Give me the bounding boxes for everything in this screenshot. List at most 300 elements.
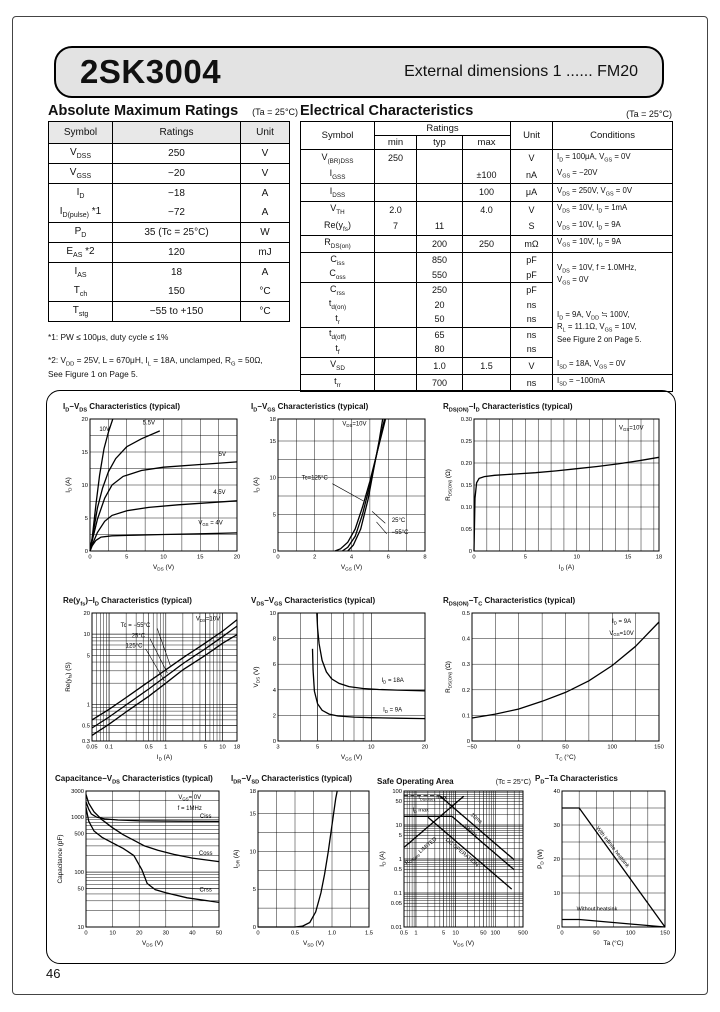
chart-title: Safe Operating Area (Tc = 25°C) (377, 777, 531, 786)
svg-text:10: 10 (573, 554, 581, 561)
svg-text:VGS=10V: $V_{GS}=10V$ (609, 630, 634, 638)
amr-row (49, 144, 290, 164)
header-box (54, 46, 664, 98)
ec-symbol: $V_{SD}$ (301, 357, 375, 374)
ec-max (463, 283, 511, 298)
ec-symbol: $I_{GSS}$ (301, 167, 375, 184)
svg-text:1: 1 (164, 744, 168, 751)
chart-svg-rdson-tc (443, 608, 667, 761)
ec-row (301, 374, 673, 392)
svg-text:8: 8 (423, 554, 427, 561)
svg-text:5: 5 (252, 887, 256, 894)
ec-row (301, 167, 673, 184)
ec-header-ratings: Ratings (375, 122, 511, 136)
svg-text:50: 50 (480, 930, 487, 937)
chart-title: $R_{DS(ON)}-I_D$ Characteristics (typical) (443, 402, 573, 414)
amr-symbol: $E_{AS}$ *2 (49, 243, 113, 263)
svg-text:4: 4 (272, 687, 276, 694)
ec-typ (417, 201, 463, 218)
ec-max: 1.5 (463, 357, 511, 374)
amr-rating: −20 (113, 164, 241, 184)
svg-text:10: 10 (269, 475, 276, 482)
amr-symbol: $V_{DSS}$ (49, 144, 113, 164)
series-100ms (452, 816, 514, 870)
ec-conditions: $I_{SD} = 18A$, $V_{GS} = 0V$ (553, 357, 673, 374)
ec-typ: 550 (417, 268, 463, 283)
svg-text:PD (W): $P_D$ (W) (537, 849, 545, 869)
amr-header-symbol: Symbol (49, 122, 113, 144)
chart-svg-rdson-id (443, 414, 667, 571)
svg-text:0: 0 (472, 554, 476, 561)
ec-min (375, 184, 417, 202)
svg-text:10: 10 (553, 891, 560, 897)
svg-text:0: 0 (560, 930, 564, 937)
amr-section-title: Absolute Maximum Ratings (Ta = 25°C) (48, 103, 299, 119)
svg-text:20: 20 (233, 554, 241, 561)
ec-section-title: Electrical Characteristics (Ta = 25°C) (300, 103, 672, 119)
svg-text:50: 50 (215, 930, 223, 937)
chart-title: $P_D-Ta$ Characteristics (535, 774, 618, 786)
ec-unit: ns (511, 298, 553, 313)
series-VGS=5.5V (90, 431, 160, 551)
svg-text:50: 50 (562, 744, 569, 751)
amr-row (49, 263, 290, 283)
chart-id-vgs (251, 403, 433, 571)
chart-svg-idr-vsd (231, 786, 377, 947)
svg-text:20: 20 (135, 930, 143, 937)
svg-text:10: 10 (77, 925, 84, 931)
ec-max (463, 327, 511, 342)
svg-text:Tc = −55°C: Tc = −55°C (120, 623, 151, 630)
svg-text:50: 50 (593, 930, 600, 937)
ec-min: 7 (375, 218, 417, 235)
ec-typ (417, 150, 463, 167)
svg-text:100: 100 (490, 930, 501, 937)
series-Tc=25°C (92, 626, 237, 728)
svg-text:50: 50 (395, 799, 402, 806)
amr-unit: °C (241, 302, 290, 322)
ec-unit: pF (511, 283, 553, 298)
ec-symbol: $V_{(BR)DSS}$ (301, 150, 375, 167)
svg-text:100: 100 (74, 870, 84, 877)
svg-text:0.5: 0.5 (144, 744, 153, 751)
ec-symbol: $C_{rss}$ (301, 283, 375, 298)
svg-text:0.01: 0.01 (390, 925, 402, 931)
svg-text:15: 15 (249, 811, 256, 818)
svg-text:20: 20 (81, 417, 88, 423)
svg-text:10: 10 (219, 744, 226, 751)
ec-unit: μA (511, 184, 553, 202)
amr-row (49, 243, 290, 263)
chart-svg-id-vds (63, 414, 245, 571)
svg-text:50: 50 (77, 886, 84, 893)
chart-title: $V_{DS}-V_{GS}$ Characteristics (typical) (251, 596, 376, 608)
ec-min: 2.0 (375, 201, 417, 218)
svg-text:−50: −50 (467, 744, 477, 751)
ec-header-typ: typ (417, 136, 463, 150)
ec-unit: nA (511, 167, 553, 184)
svg-text:0.15: 0.15 (460, 483, 472, 489)
chart-svg-vds-vgs (251, 608, 433, 761)
ec-max: 250 (463, 235, 511, 253)
svg-text:5: 5 (84, 516, 88, 522)
ec-conditions: $V_{DS} = 250V$, $V_{GS} = 0V$ (553, 184, 673, 202)
svg-text:15: 15 (624, 554, 632, 561)
ec-max (463, 312, 511, 327)
svg-text:0.10: 0.10 (460, 505, 472, 511)
ec-typ: 700 (417, 374, 463, 392)
series-IDR (258, 791, 337, 927)
ec-header-max: max (463, 136, 511, 150)
svg-text:5: 5 (315, 744, 320, 751)
ec-conditions: $I_D = 100\mu A$, $V_{GS} = 0V$ (553, 150, 673, 167)
ec-row (301, 201, 673, 218)
series-Tc=−55°C (92, 620, 237, 720)
svg-text:100: 100 (625, 930, 636, 937)
amr-row (49, 203, 290, 223)
amr-row (49, 302, 290, 322)
amr-row (49, 282, 290, 302)
ec-min (375, 327, 417, 342)
svg-text:15: 15 (81, 450, 88, 456)
svg-text:5: 5 (398, 833, 402, 840)
ec-symbol: $t_{d(on)}$ (301, 298, 375, 313)
svg-text:5.5V: 5.5V (142, 420, 155, 427)
header-external-dimensions: External dimensions 1 ...... FM20 (404, 63, 638, 80)
svg-text:ID (A): $I_D$ (A) (65, 477, 73, 493)
ec-max: 100 (463, 184, 511, 202)
svg-text:6: 6 (272, 662, 276, 669)
chart-rdson-tc (443, 597, 667, 761)
svg-text:0.5: 0.5 (81, 723, 90, 730)
svg-text:0: 0 (466, 739, 470, 745)
ec-unit: ns (511, 312, 553, 327)
svg-text:1: 1 (86, 702, 90, 709)
ec-max (463, 374, 511, 392)
ec-conditions: $V_{DS} = 10V$, f = 1.0MHz, $V_{GS} = 0V$ (553, 253, 673, 298)
svg-text:0: 0 (252, 925, 256, 931)
ec-unit: S (511, 218, 553, 235)
svg-text:Ciss: Ciss (199, 814, 212, 821)
svg-text:ID (A): $I_D$ (A) (379, 851, 387, 867)
ec-row (301, 218, 673, 235)
chart-title: $I_{DR}-V_{SD}$ Characteristics (typical) (231, 774, 353, 786)
ec-symbol: $t_{rr}$ (301, 374, 375, 392)
svg-text:25°C: 25°C (131, 633, 146, 640)
svg-text:0.3: 0.3 (81, 739, 90, 745)
ec-symbol: $C_{iss}$ (301, 253, 375, 268)
amr-symbol: $T_{ch}$ (49, 282, 113, 302)
svg-text:VSD (V): $V_{SD}$ (V) (303, 940, 324, 947)
amr-rating: 18 (113, 263, 241, 283)
chart-title: $Re(y_{fs})-I_D$ Characteristics (typical) (63, 596, 192, 608)
svg-text:VDS (V): $V_{DS}$ (V) (142, 940, 163, 947)
svg-text:VGS (V): $V_{GS}$ (V) (340, 754, 363, 761)
amr-rating: 120 (113, 243, 241, 263)
ec-symbol: $Re(y_{fs})$ (301, 218, 375, 235)
ec-conditions: $V_{DS} = 10V$, $I_D = 9A$ (553, 218, 673, 235)
svg-text:0: 0 (272, 549, 276, 555)
svg-text:0.5: 0.5 (290, 930, 300, 937)
ec-min (375, 357, 417, 374)
ec-symbol: $t_r$ (301, 312, 375, 327)
chart-title: $Capacitance-V_{DS}$ Characteristics (typical) (55, 774, 213, 786)
ec-max (463, 218, 511, 235)
ec-header-unit: Unit (511, 122, 553, 150)
svg-text:100ms: 100ms (461, 823, 479, 839)
svg-text:40: 40 (189, 930, 196, 937)
part-number: 2SK3004 (80, 53, 222, 90)
svg-text:0.05: 0.05 (460, 527, 472, 533)
svg-text:10: 10 (395, 823, 402, 829)
amr-row (49, 164, 290, 184)
svg-text:500: 500 (74, 831, 84, 838)
svg-text:10: 10 (81, 483, 88, 489)
series-Tc=−55°C (348, 419, 383, 551)
svg-text:VDS (V): $V_{DS}$ (V) (253, 666, 261, 688)
ec-row (301, 357, 673, 374)
amr-rating: −72 (113, 203, 241, 223)
svg-text:ID = 9A: $I_D = 9A$ (612, 619, 632, 626)
svg-text:10: 10 (109, 930, 116, 937)
svg-text:18: 18 (233, 744, 241, 751)
chart-title: $I_D-V_{GS}$ Characteristics (typical) (251, 402, 369, 414)
svg-text:150: 150 (654, 744, 664, 751)
svg-text:0: 0 (272, 739, 276, 745)
svg-text:10: 10 (269, 611, 276, 617)
svg-text:0.1: 0.1 (393, 891, 402, 897)
svg-text:VDS (V): $V_{DS}$ (V) (153, 564, 174, 571)
svg-text:VGS= 0V: $V_{GS}= 0V$ (178, 795, 202, 802)
ec-row (301, 298, 673, 313)
svg-text:ID = 18A: $I_D = 18A$ (381, 678, 404, 685)
series-10ms (440, 796, 514, 860)
svg-text:ID max: $I_D$ max (412, 807, 429, 814)
footnotes (48, 320, 300, 392)
ec-min (375, 342, 417, 357)
ec-min (375, 312, 417, 327)
svg-text:TC (°C): $T_C$ (°C) (555, 754, 576, 761)
svg-text:RDS(ON) (Ω): $R_{DS(ON)}$ (Ω) (445, 469, 453, 501)
ec-min (375, 235, 417, 253)
svg-text:RDS(ON) (Ω): $R_{DS(ON)}$ (Ω) (445, 661, 453, 693)
ec-conditions: $I_D = 9A$, $V_{DD}$ ≒ 100V, $R_L = 11.1\Omega$, $V_{GS} = 10V$, See Figure 2 on Page 5. (553, 298, 673, 358)
svg-text:500: 500 (518, 930, 528, 937)
ec-unit: V (511, 357, 553, 374)
ec-typ: 50 (417, 312, 463, 327)
chart-title: $I_D-V_{DS}$ Characteristics (typical) (63, 402, 181, 414)
svg-text:150: 150 (660, 930, 670, 937)
chart-svg-soa (377, 786, 531, 947)
charts-panel (46, 390, 676, 964)
chart-pd-ta (535, 775, 673, 947)
chart-rdson-id (443, 403, 667, 571)
svg-text:f = 1MHz: f = 1MHz (177, 806, 202, 813)
svg-text:0: 0 (276, 554, 280, 561)
chart-soa (377, 775, 531, 947)
svg-text:VGS = 4V: $V_{GS} = 4V$ (198, 520, 223, 527)
ec-symbol: $I_{DSS}$ (301, 184, 375, 202)
page-number: 46 (46, 966, 61, 981)
amr-symbol: $I_{AS}$ (49, 263, 113, 283)
ec-unit: V (511, 201, 553, 218)
svg-text:RDS(on) LIMITED: $R_{DS(on)}$ LIMITED (404, 836, 439, 867)
svg-text:0.25: 0.25 (460, 439, 472, 445)
ec-row (301, 184, 673, 202)
svg-text:DC OPERATION: DC OPERATION (443, 837, 480, 869)
svg-text:1000: 1000 (71, 815, 84, 822)
chart-svg-id-vgs (251, 414, 433, 571)
svg-text:VGS (V): $V_{GS}$ (V) (340, 564, 363, 571)
svg-text:40: 40 (553, 789, 560, 795)
amr-unit: W (241, 223, 290, 243)
svg-text:1.5: 1.5 (364, 930, 374, 937)
ec-typ: 1.0 (417, 357, 463, 374)
ec-min (375, 268, 417, 283)
ec-max (463, 342, 511, 357)
svg-text:0.4: 0.4 (461, 636, 470, 643)
ec-conditions: $I_{SD} = -100mA$ (553, 374, 673, 392)
svg-text:3000: 3000 (71, 789, 84, 795)
svg-text:ID = 9A: $I_D = 9A$ (383, 707, 403, 714)
svg-text:0.1: 0.1 (461, 713, 470, 720)
svg-text:4.5V: 4.5V (213, 490, 226, 497)
svg-text:2: 2 (313, 554, 317, 561)
svg-text:IDR (A): $I_{DR}$ (A) (233, 849, 241, 869)
svg-text:5: 5 (125, 554, 129, 561)
series-Tc=25°C (342, 419, 384, 551)
ec-typ: 65 (417, 327, 463, 342)
svg-text:18: 18 (655, 554, 663, 561)
svg-text:ID(pulse) max: $I_{D(pulse)}$ max (418, 795, 447, 802)
svg-text:3: 3 (276, 744, 280, 751)
svg-text:10: 10 (368, 744, 375, 751)
ec-unit: ns (511, 374, 553, 392)
ec-header-symbol: Symbol (301, 122, 375, 150)
svg-text:25°C: 25°C (391, 517, 406, 524)
svg-text:ID (A): $I_D$ (A) (253, 477, 261, 493)
amr-unit: mJ (241, 243, 290, 263)
svg-text:5: 5 (203, 744, 208, 751)
svg-text:10V: 10V (99, 426, 111, 433)
svg-text:0.20: 0.20 (460, 461, 472, 467)
ec-conditions: $V_{GS} = 10V$, $I_D = 9A$ (553, 235, 673, 253)
svg-text:10: 10 (160, 554, 167, 561)
svg-text:0: 0 (517, 744, 521, 751)
amr-rating: −18 (113, 184, 241, 204)
svg-text:1: 1 (414, 930, 418, 937)
svg-text:2: 2 (272, 713, 276, 720)
svg-text:0.30: 0.30 (460, 417, 472, 423)
amr-unit: V (241, 144, 290, 164)
svg-text:0: 0 (468, 549, 472, 555)
ec-row (301, 235, 673, 253)
chart-title: $R_{DS(ON)}-T_C$ Characteristics (typical) (443, 596, 576, 608)
chart-svg-reyfs-id (63, 608, 245, 761)
ec-unit: pF (511, 268, 553, 283)
svg-text:0.3: 0.3 (461, 662, 470, 669)
svg-text:0: 0 (84, 549, 88, 555)
svg-text:0.2: 0.2 (461, 687, 470, 694)
amr-rating: −55 to +150 (113, 302, 241, 322)
svg-text:0: 0 (556, 925, 560, 931)
ec-typ: 850 (417, 253, 463, 268)
svg-text:Crss: Crss (199, 887, 212, 894)
amr-unit: A (241, 203, 290, 223)
ec-header-min: min (375, 136, 417, 150)
ec-row (301, 253, 673, 268)
svg-text:Coss: Coss (198, 850, 213, 857)
amr-rating: 35 (Tc = 25°C) (113, 223, 241, 243)
amr-symbol: $I_D$ (49, 184, 113, 204)
ec-typ: 20 (417, 298, 463, 313)
ec-max (463, 268, 511, 283)
svg-text:0.05: 0.05 (390, 901, 402, 908)
amr-symbol: $V_{GSS}$ (49, 164, 113, 184)
footnote-1: *1: PW ≤ 100μs, duty cycle ≤ 1% (48, 331, 169, 342)
ec-unit: V (511, 150, 553, 167)
svg-text:18: 18 (269, 417, 276, 423)
svg-text:10: 10 (83, 632, 90, 639)
amr-symbol: $T_{stg}$ (49, 302, 113, 322)
ec-conditions: $V_{GS} = -20V$ (553, 167, 673, 184)
svg-text:0.5: 0.5 (461, 611, 470, 617)
svg-text:0.5: 0.5 (399, 930, 409, 937)
chart-idr-vsd (231, 775, 377, 947)
chart-svg-pd-ta (535, 786, 673, 947)
svg-text:20: 20 (421, 744, 429, 751)
ec-unit: mΩ (511, 235, 553, 253)
amr-row (49, 223, 290, 243)
series-RDS(on) (474, 457, 659, 551)
svg-text:8: 8 (272, 636, 276, 643)
chart-id-vds (63, 403, 245, 571)
svg-text:0.1: 0.1 (105, 744, 114, 751)
svg-text:20: 20 (553, 857, 560, 863)
amr-unit: °C (241, 282, 290, 302)
ec-conditions: $V_{DS} = 10V$, $I_D = 1mA$ (553, 201, 673, 218)
ec-symbol: $V_{TH}$ (301, 201, 375, 218)
ec-symbol: $t_f$ (301, 342, 375, 357)
svg-text:0: 0 (84, 930, 88, 937)
chart-svg-cap-vds (55, 786, 227, 947)
svg-text:10: 10 (452, 930, 459, 937)
svg-text:Re(yfs) (S): $Re(y_{fs})$ (S) (65, 662, 73, 692)
ec-max: 4.0 (463, 201, 511, 218)
ec-ta-note: (Ta = 25°C) (626, 109, 672, 119)
svg-text:1: 1 (398, 857, 402, 863)
svg-text:10: 10 (249, 849, 256, 856)
svg-text:VGS=10V: $V_{GS}=10V$ (619, 425, 644, 432)
svg-text:ID (A): $I_D$ (A) (558, 564, 575, 571)
amr-unit: A (241, 184, 290, 204)
svg-text:Tc=125°C: Tc=125°C (301, 475, 328, 482)
chart-reyfs-id (63, 597, 245, 761)
ec-typ (417, 167, 463, 184)
ec-min (375, 374, 417, 392)
svg-text:15: 15 (197, 554, 204, 561)
svg-text:0.05: 0.05 (86, 744, 98, 751)
amr-header-unit: Unit (241, 122, 290, 144)
svg-text:30: 30 (162, 930, 170, 937)
svg-text:5: 5 (272, 512, 276, 519)
svg-text:VDS=10V: $V_{DS}=10V$ (195, 616, 221, 624)
ec-row (301, 150, 673, 167)
svg-text:With infinite heatsink: With infinite heatsink (594, 825, 631, 870)
electrical-characteristics-table (300, 121, 673, 392)
svg-text:0.5: 0.5 (393, 867, 402, 874)
svg-text:Ta (°C): Ta (°C) (603, 940, 624, 947)
